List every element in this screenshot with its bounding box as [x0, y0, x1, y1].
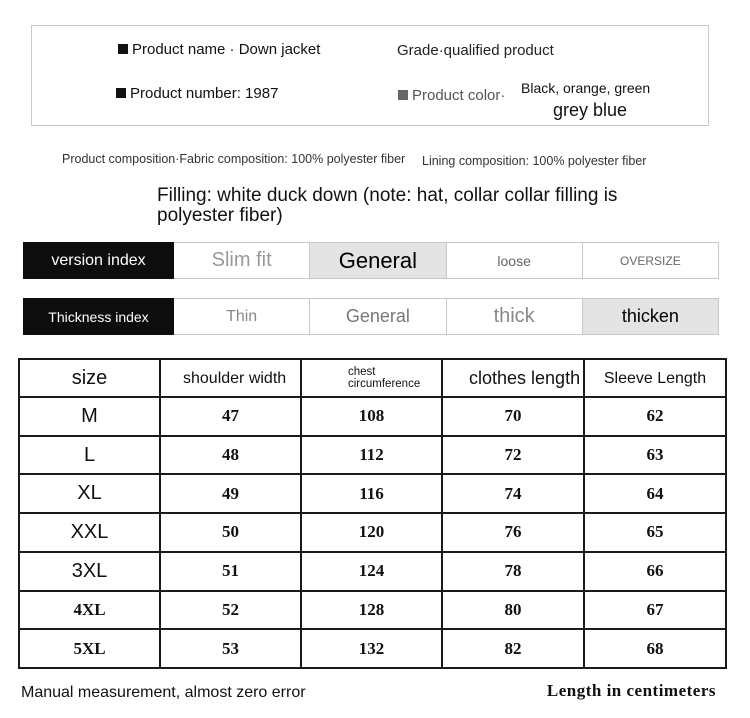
thickness-index-label: Thickness index — [23, 298, 174, 335]
sleeve-cell: 62 — [584, 397, 726, 436]
version-option-slim-fit: Slim fit — [174, 242, 310, 279]
length-cell: 82 — [442, 629, 584, 668]
version-option-general: General — [310, 242, 446, 279]
table-row — [19, 436, 726, 475]
size-cell: L — [19, 436, 160, 475]
chest-cell: 108 — [301, 397, 442, 436]
product-color-label-text: Product color· — [412, 87, 506, 104]
product-name-text: Product name · Down jacket — [132, 41, 321, 58]
sleeve-cell: 68 — [584, 629, 726, 668]
bullet-square-icon — [398, 90, 408, 100]
sleeve-cell: 66 — [584, 552, 726, 591]
filling-composition: Filling: white duck down (note: hat, collar collar filling is polyester fiber) — [157, 185, 618, 226]
fabric-composition: Product composition·Fabric composition: 100% polyester fiber — [62, 152, 406, 166]
thickness-option-general: General — [310, 298, 446, 335]
size-cell: XXL — [19, 513, 160, 552]
shoulder-cell: 51 — [160, 552, 301, 591]
table-row — [19, 513, 726, 552]
product-number — [116, 85, 278, 102]
length-cell: 80 — [442, 591, 584, 630]
bullet-square-icon — [118, 44, 128, 54]
thickness-index-row — [23, 298, 719, 335]
length-cell: 78 — [442, 552, 584, 591]
version-option-oversize: OVERSIZE — [583, 242, 719, 279]
header-size: size — [19, 359, 160, 397]
chest-cell: 120 — [301, 513, 442, 552]
version-option-loose: loose — [447, 242, 583, 279]
sleeve-cell: 67 — [584, 591, 726, 630]
shoulder-cell: 48 — [160, 436, 301, 475]
table-row — [19, 474, 726, 513]
chest-cell: 116 — [301, 474, 442, 513]
product-name — [118, 41, 320, 58]
length-cell: 76 — [442, 513, 584, 552]
table-header-row — [19, 359, 726, 397]
version-index-row — [23, 242, 719, 279]
sleeve-cell: 65 — [584, 513, 726, 552]
length-cell: 70 — [442, 397, 584, 436]
header-clothes-length: clothes length — [442, 359, 584, 397]
product-number-text: Product number: 1987 — [130, 85, 279, 102]
header-sleeve-length: Sleeve Length — [584, 359, 726, 397]
size-cell: 3XL — [19, 552, 160, 591]
shoulder-cell: 50 — [160, 513, 301, 552]
table-row — [19, 629, 726, 668]
size-cell: 4XL — [19, 591, 160, 630]
sleeve-cell: 63 — [584, 436, 726, 475]
product-color-value-2: grey blue — [553, 100, 628, 120]
length-cell: 72 — [442, 436, 584, 475]
thickness-option-thick: thick — [447, 298, 583, 335]
header-shoulder-width: shoulder width — [160, 359, 301, 397]
lining-composition: Lining composition: 100% polyester fiber — [422, 154, 647, 168]
table-row — [19, 591, 726, 630]
sleeve-cell: 64 — [584, 474, 726, 513]
header-chest-circumference: chest circumference — [301, 359, 442, 397]
shoulder-cell: 53 — [160, 629, 301, 668]
size-cell: M — [19, 397, 160, 436]
length-cell: 74 — [442, 474, 584, 513]
measurement-note: Manual measurement, almost zero error — [21, 684, 306, 701]
shoulder-cell: 52 — [160, 591, 301, 630]
thickness-option-thin: Thin — [174, 298, 310, 335]
product-color-value-1: Black, orange, green — [521, 80, 651, 96]
chest-cell: 128 — [301, 591, 442, 630]
unit-note: Length in centimeters — [546, 681, 716, 700]
table-row — [19, 397, 726, 436]
shoulder-cell: 47 — [160, 397, 301, 436]
product-grade: Grade·qualified product — [397, 42, 554, 59]
bullet-square-icon — [116, 88, 126, 98]
table-row — [19, 552, 726, 591]
product-color-label — [398, 87, 505, 104]
version-index-label: version index — [23, 242, 174, 279]
size-chart-table — [18, 358, 727, 669]
shoulder-cell: 49 — [160, 474, 301, 513]
chest-cell: 112 — [301, 436, 442, 475]
thickness-option-thicken: thicken — [583, 298, 719, 335]
chest-cell: 124 — [301, 552, 442, 591]
chest-cell: 132 — [301, 629, 442, 668]
size-cell: XL — [19, 474, 160, 513]
size-cell: 5XL — [19, 629, 160, 668]
